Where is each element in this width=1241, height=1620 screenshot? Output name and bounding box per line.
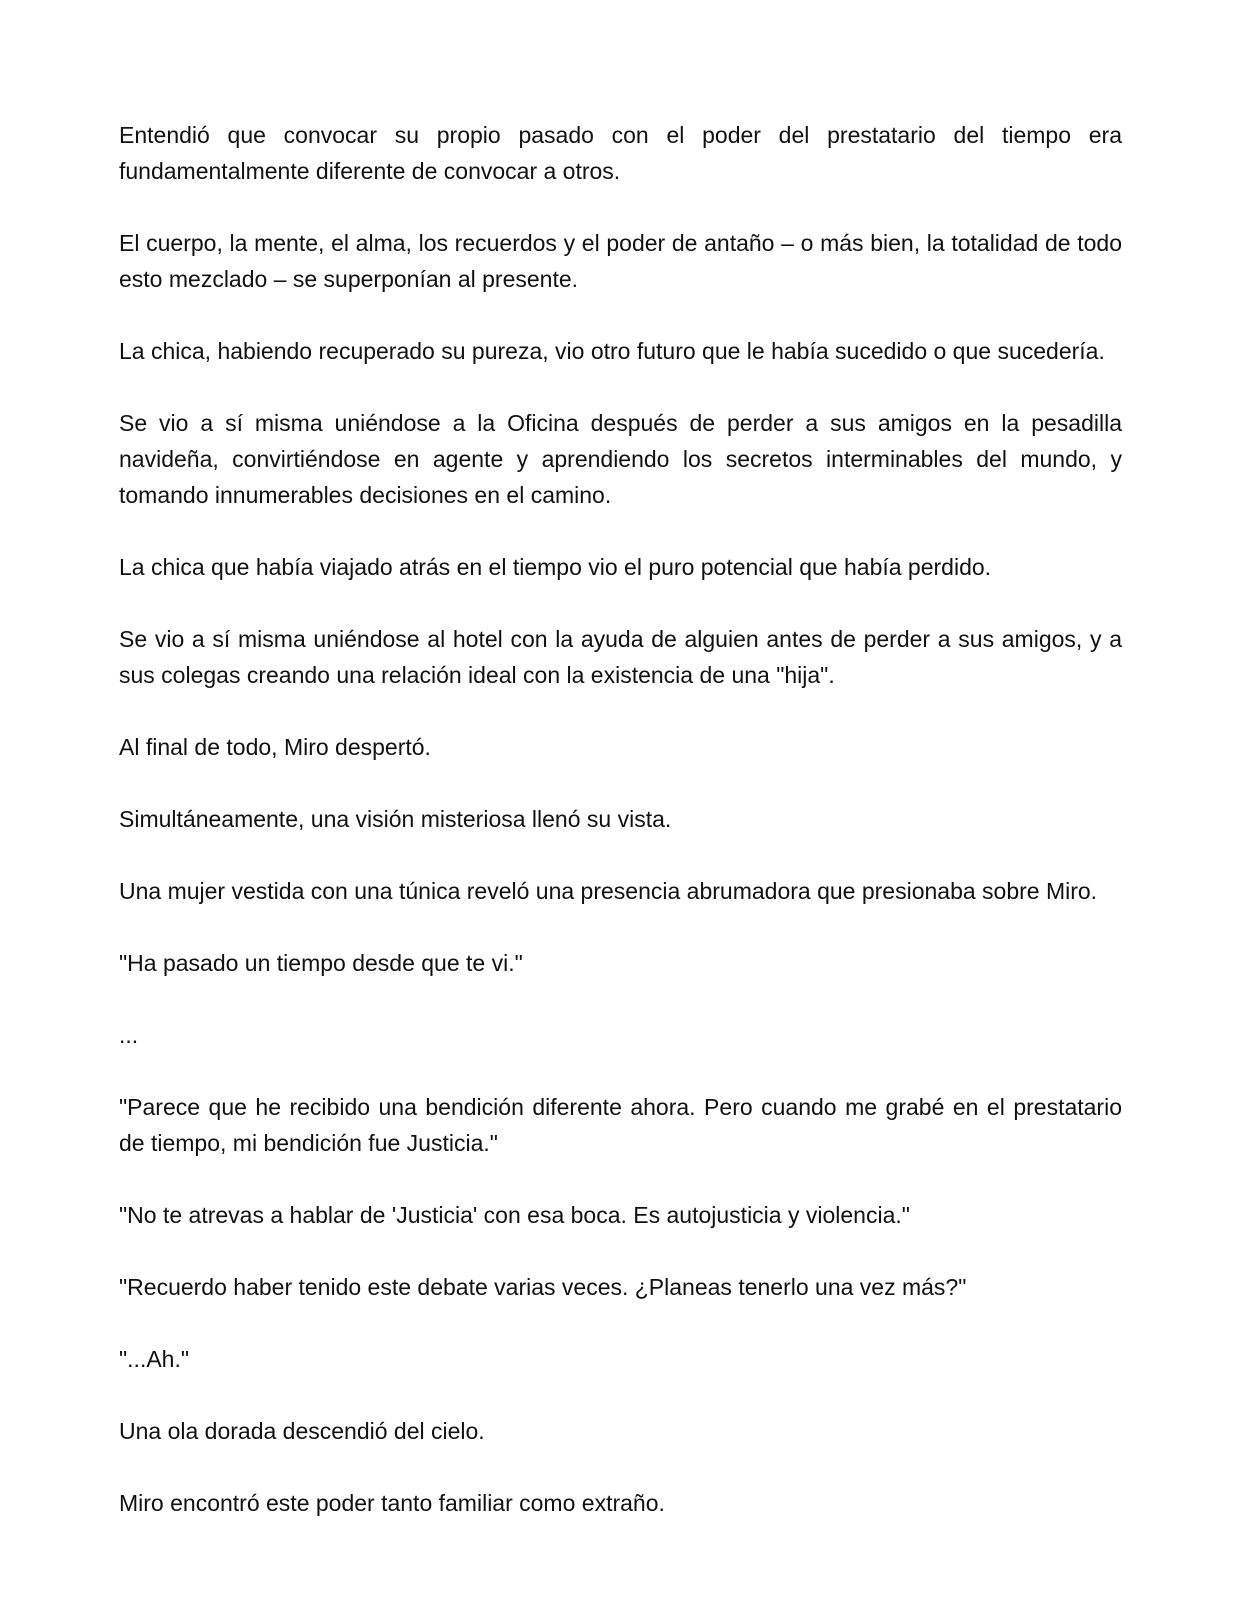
paragraph: "...Ah." (119, 1346, 190, 1372)
paragraph: Una ola dorada descendió del cielo. (119, 1418, 485, 1444)
paragraph: Se vio a sí misma uniéndose a la Oficina después de perder a sus amigos en la pesadilla navideña, convirtiéndose en agente y aprendiendo los secretos interminables del mundo, y tomando innumerables decisiones en el camino. (119, 410, 1122, 508)
paragraph: "Parece que he recibido una bendición diferente ahora. Pero cuando me grabé en el prestatario de tiempo, mi bendición fue Justicia." (119, 1094, 1122, 1156)
paragraph: Al final de todo, Miro despertó. (119, 734, 431, 760)
paragraph: "Recuerdo haber tenido este debate varias veces. ¿Planeas tenerlo una vez más?" (119, 1274, 967, 1300)
paragraph: ... (119, 1022, 139, 1048)
document-page (119, 117, 1122, 1521)
paragraph: El cuerpo, la mente, el alma, los recuerdos y el poder de antaño – o más bien, la totalidad de todo esto mezclado – se superponían al presente. (119, 230, 1122, 292)
paragraph: Simultáneamente, una visión misteriosa llenó su vista. (119, 806, 672, 832)
paragraph: Entendió que convocar su propio pasado con el poder del prestatario del tiempo era fundamentalmente diferente de convocar a otros. (119, 122, 1122, 184)
paragraph: "Ha pasado un tiempo desde que te vi." (119, 950, 523, 976)
paragraph: La chica que había viajado atrás en el tiempo vio el puro potencial que había perdido. (119, 554, 992, 580)
paragraph: "No te atrevas a hablar de 'Justicia' con esa boca. Es autojusticia y violencia." (119, 1202, 910, 1228)
paragraph: Miro encontró este poder tanto familiar como extraño. (119, 1490, 665, 1516)
paragraph: Una mujer vestida con una túnica reveló una presencia abrumadora que presionaba sobre Miro. (119, 878, 1098, 904)
paragraph: Se vio a sí misma uniéndose al hotel con la ayuda de alguien antes de perder a sus amigos, y a sus colegas creando una relación ideal con la existencia de una "hija". (119, 626, 1122, 688)
paragraph: La chica, habiendo recuperado su pureza, vio otro futuro que le había sucedido o que sucedería. (119, 338, 1105, 364)
